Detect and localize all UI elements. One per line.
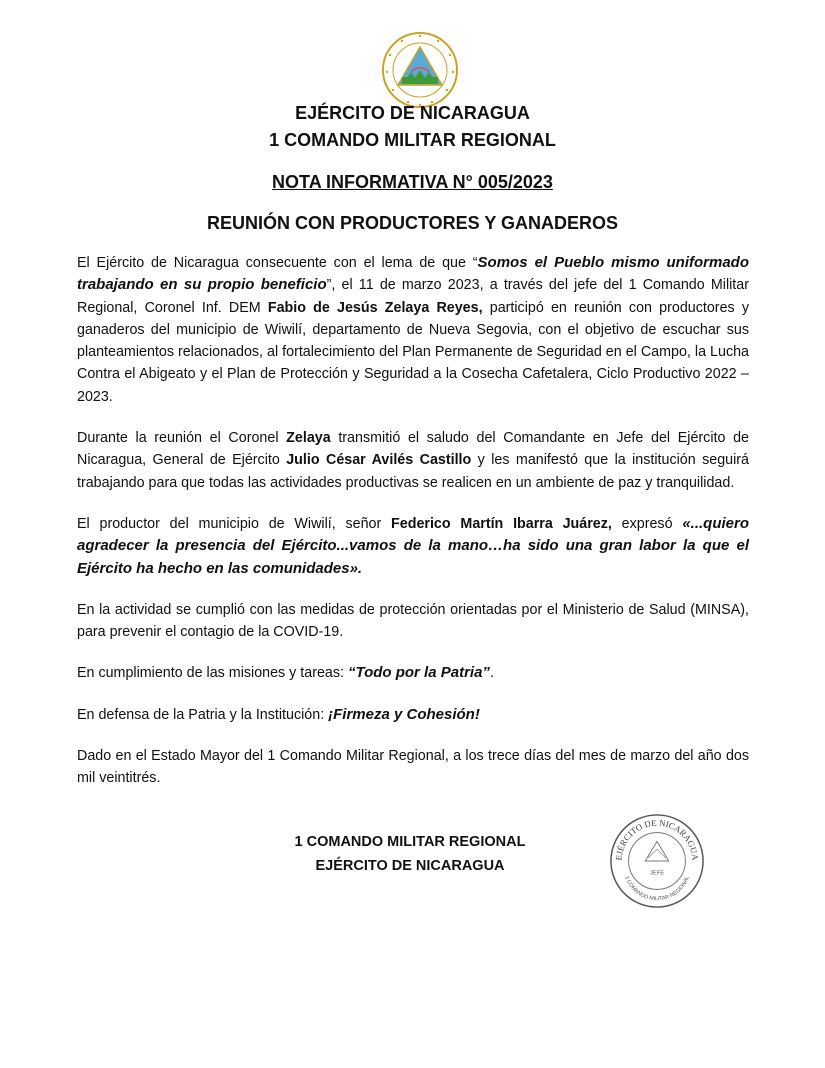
- paragraph-3: [77, 513, 749, 580]
- text: ”, el 11 de marzo 2023, a través del jefe del 1 Comando Militar Regional, Coronel Inf. DEM: [77, 277, 749, 316]
- coat-of-arms-icon: [380, 30, 460, 110]
- paragraph-7: Dado en el Estado Mayor del 1 Comando Militar Regional, a los trece días del mes de marzo del año dos mil veintitrés.: [77, 748, 749, 787]
- person-name: Julio César Avilés Castillo: [286, 452, 472, 469]
- svg-text:1 COMANDO MILITAR REGIONAL: 1 COMANDO MILITAR REGIONAL: [623, 875, 691, 903]
- text: participó en reunión con productores y ganaderos del municipio de Wiwilí, departamento de Nueva Segovia, con el objetivo de escuchar sus planteamientos relacionados, al fortalecimiento del Plan Permanente de Seguridad en el Campo, la Lucha Contra el Abigeato y el Plan de Protección y Seguridad a la Cosecha Cafetalera, Ciclo Productivo 2022 – 2023.: [77, 299, 750, 405]
- signature-line-1: 1 COMANDO MILITAR REGIONAL: [294, 834, 526, 850]
- official-stamp-icon: [608, 812, 706, 910]
- slogan-text: ¡Firmeza y Cohesión!: [328, 705, 480, 723]
- person-name: Fabio de Jesús Zelaya Reyes,: [267, 299, 483, 316]
- paragraph-2: [77, 427, 749, 494]
- text: Durante la reunión el Coronel: [77, 430, 287, 447]
- document-header: [0, 100, 825, 154]
- paragraph-6: [77, 704, 749, 726]
- signature-line-2: EJÉRCITO DE NICARAGUA: [315, 858, 505, 874]
- paragraph-4: En la actividad se cumplió con las medidas de protección orientadas por el Ministerio de Salud (MINSA), para prevenir el contagio de la COVID-19.: [77, 601, 749, 641]
- quote-text: «...quiero agradecer la presencia del Ejército...vamos de la mano…ha sido una gran labor la que el Ejército ha hecho en las comunidades».: [77, 514, 749, 577]
- text: y les manifestó que la institución seguirá trabajando para que todas las actividades productivas se realicen en un ambiente de paz y tranquilidad.: [77, 452, 749, 491]
- document-number: NOTA INFORMATIVA N° 005/2023: [272, 172, 553, 192]
- svg-text:JEFE: JEFE: [649, 870, 665, 877]
- text: transmitió el saludo del Comandante en Jefe del Ejército de Nicaragua, General de Ejército: [77, 430, 749, 469]
- paragraph-5: [77, 662, 749, 684]
- text: .: [489, 665, 494, 682]
- paragraph-1: [77, 252, 749, 408]
- slogan-text: “Todo por la Patria”: [347, 664, 490, 682]
- header-institution: EJÉRCITO DE NICARAGUA: [295, 103, 530, 123]
- person-name: Zelaya: [286, 430, 331, 447]
- svg-text:EJÉRCITO DE NICARAGUA: EJÉRCITO DE NICARAGUA: [613, 817, 701, 861]
- document-body: [77, 252, 749, 809]
- document-subject: REUNIÓN CON PRODUCTORES Y GANADEROS: [206, 213, 619, 233]
- text: En defensa de la Patria y la Institución:: [77, 706, 329, 723]
- text: En cumplimiento de las misiones y tareas:: [77, 665, 348, 682]
- person-name: Federico Martín Ibarra Juárez,: [391, 515, 612, 532]
- text: expresó: [611, 515, 683, 532]
- signature-block: [230, 830, 590, 878]
- text: El Ejército de Nicaragua consecuente con el lema de que “: [77, 255, 478, 271]
- motto-text: Somos el Pueblo mismo uniformado trabajando en su propio beneficio: [77, 254, 749, 294]
- text: El productor del municipio de Wiwilí, señor: [77, 515, 392, 532]
- header-command: 1 COMANDO MILITAR REGIONAL: [269, 130, 556, 150]
